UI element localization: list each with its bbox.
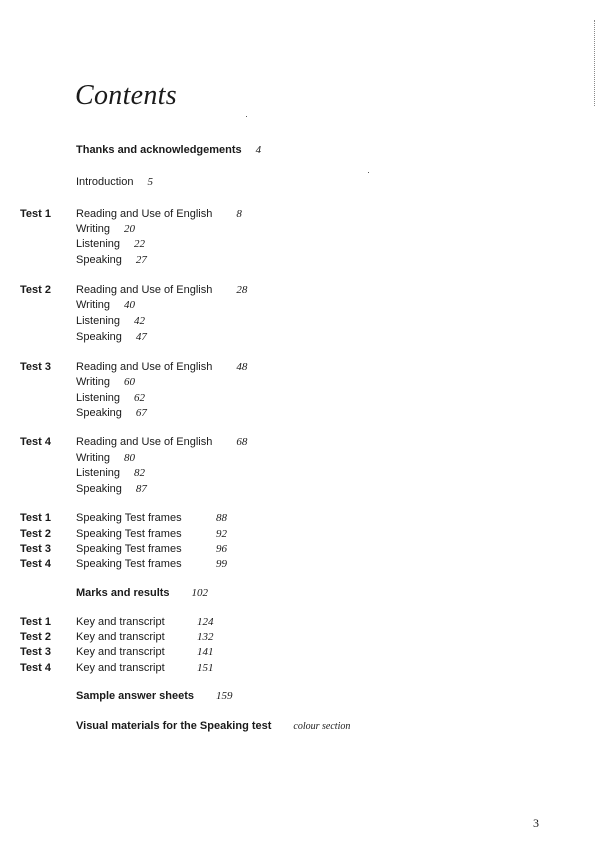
toc-entry: Key and transcript: [76, 631, 165, 643]
test-label: Test 4: [20, 558, 51, 570]
toc-entry: Key and transcript: [76, 662, 165, 674]
toc-entry: Key and transcript: [76, 646, 165, 658]
page-number: 3: [533, 816, 539, 830]
toc-entry: Listening 42: [76, 315, 146, 327]
toc-label: Thanks and acknowledgements: [76, 144, 242, 156]
toc-page: 151: [197, 662, 214, 674]
toc-page: 159: [216, 690, 233, 702]
toc-entry: Speaking Test frames: [76, 543, 182, 555]
toc-entry: Speaking 67: [76, 407, 147, 419]
toc-entry: Writing 60: [76, 376, 136, 388]
test-label: Test 1: [20, 208, 51, 220]
test-label: Test 3: [20, 543, 51, 555]
test-label: Test 2: [20, 528, 51, 540]
toc-label: Introduction: [76, 176, 134, 188]
test-label: Test 3: [20, 646, 51, 658]
test-label: Test 2: [20, 284, 51, 296]
toc-entry-marks: [76, 587, 208, 600]
test-label: Test 3: [20, 361, 51, 373]
toc-entry: Listening 22: [76, 238, 146, 250]
toc-page: 92: [216, 528, 227, 540]
test-label: Test 2: [20, 631, 51, 643]
toc-page: 96: [216, 543, 227, 555]
toc-entry: Reading and Use of English 28: [76, 284, 248, 296]
toc-page: 132: [197, 631, 214, 643]
test-label: Test 1: [20, 512, 51, 524]
toc-entry: Speaking 87: [76, 483, 147, 495]
toc-entry: Speaking Test frames: [76, 528, 182, 540]
toc-entry-sample: [76, 690, 233, 703]
toc-entry: Writing 40: [76, 299, 136, 311]
toc-entry: Reading and Use of English 8: [76, 208, 242, 220]
toc-entry: Key and transcript: [76, 616, 165, 628]
toc-entry: Speaking 47: [76, 331, 147, 343]
scan-speck: [246, 116, 247, 117]
test-label: Test 1: [20, 616, 51, 628]
toc-entry: Speaking Test frames: [76, 512, 182, 524]
page-title: Contents: [75, 80, 177, 111]
toc-page: 99: [216, 558, 227, 570]
toc-entry-visual: [76, 720, 350, 733]
toc-entry: Writing 80: [76, 452, 136, 464]
page-edge-marks: [594, 20, 596, 106]
test-label: Test 4: [20, 436, 51, 448]
toc-entry: Speaking Test frames: [76, 558, 182, 570]
toc-page: colour section: [293, 721, 351, 732]
scan-speck: [368, 172, 369, 173]
toc-entry: Reading and Use of English 68: [76, 436, 248, 448]
toc-page: 88: [216, 512, 227, 524]
test-label: Test 4: [20, 662, 51, 674]
toc-entry: Speaking 27: [76, 254, 147, 266]
toc-label: Visual materials for the Speaking test: [76, 720, 272, 732]
toc-entry-thanks: [76, 144, 261, 157]
toc-label: Sample answer sheets: [76, 690, 195, 702]
toc-label: Marks and results: [76, 587, 170, 599]
toc-page: 124: [197, 616, 214, 628]
toc-entry: Reading and Use of English 48: [76, 361, 248, 373]
toc-page: 102: [191, 587, 209, 599]
toc-page: 4: [255, 144, 262, 156]
toc-entry: Writing 20: [76, 223, 136, 235]
toc-entry: Listening 62: [76, 392, 146, 404]
toc-page: 141: [197, 646, 214, 658]
toc-entry: Listening 82: [76, 467, 146, 479]
toc-entry-introduction: [76, 176, 153, 189]
toc-page: 5: [147, 176, 153, 188]
